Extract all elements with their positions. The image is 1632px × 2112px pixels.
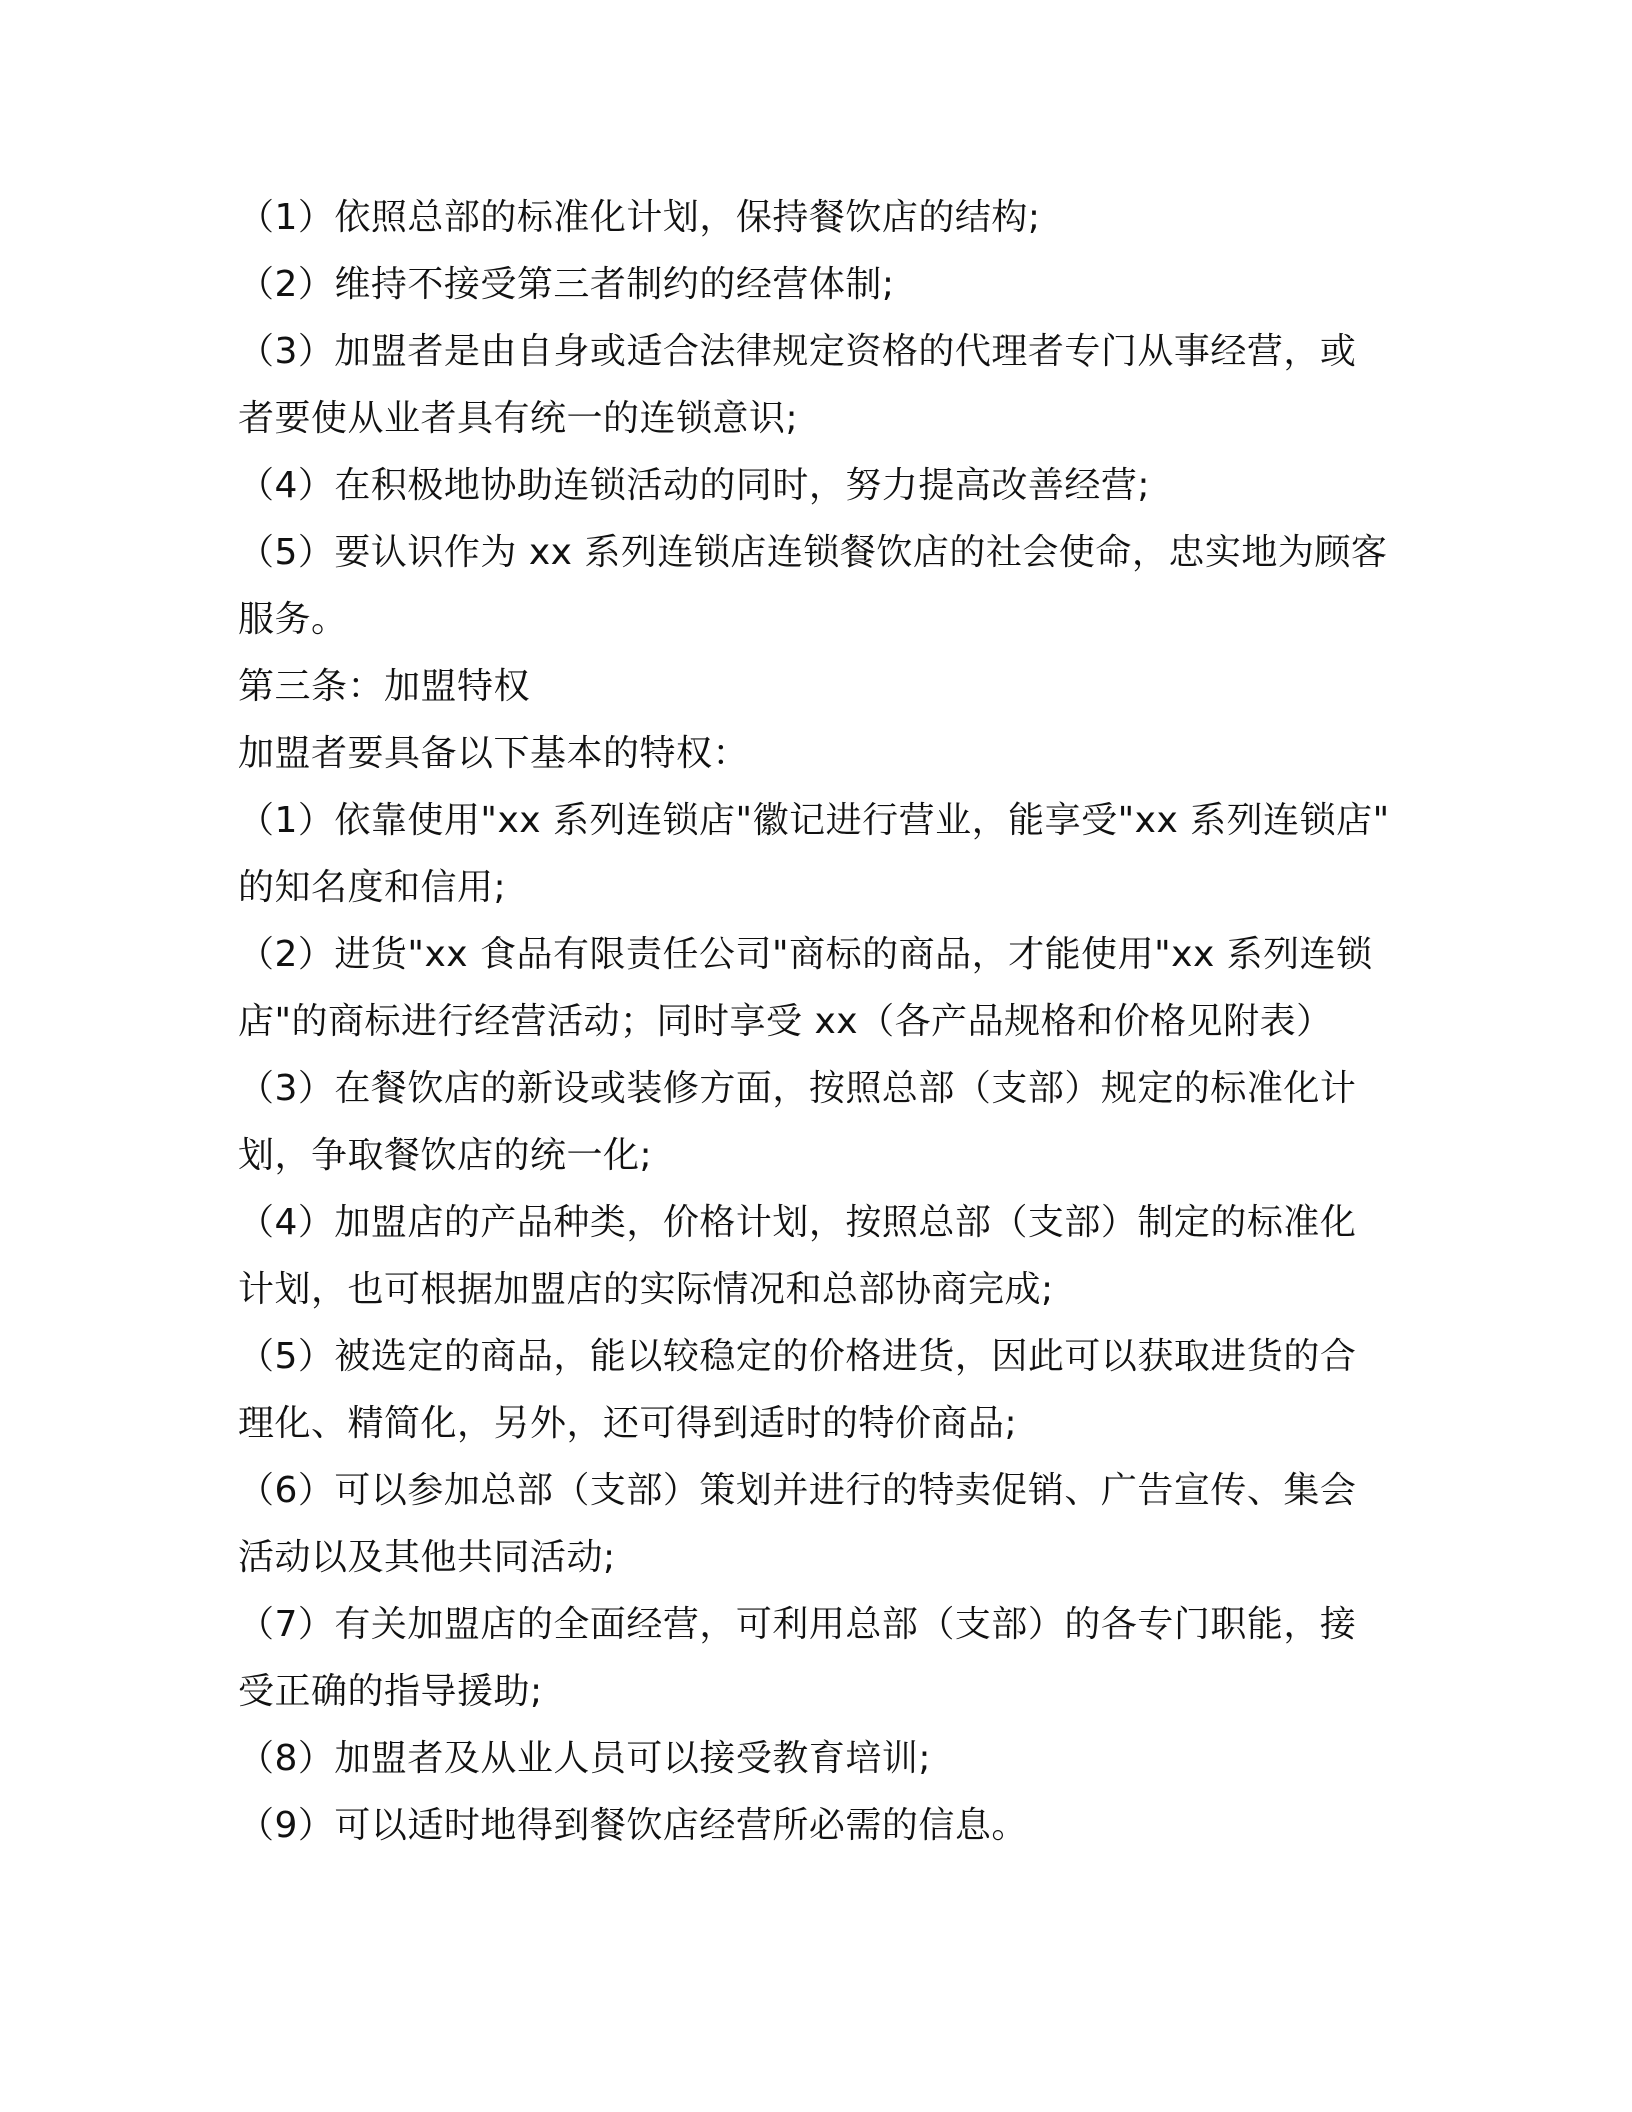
text-line: （4）加盟店的产品种类，价格计划，按照总部（支部）制定的标准化	[238, 1202, 1357, 1243]
text-line: 活动以及其他共同活动;	[238, 1537, 616, 1578]
text-line: 加盟者要具备以下基本的特权：	[238, 733, 750, 774]
text-line: （3）加盟者是由自身或适合法律规定资格的代理者专门从事经营，或	[238, 331, 1357, 372]
text-line: （3）在餐饮店的新设或装修方面，按照总部（支部）规定的标准化计	[238, 1068, 1357, 1109]
text-line: （5）被选定的商品，能以较稳定的价格进货，因此可以获取进货的合	[238, 1336, 1357, 1377]
text-line: 受正确的指导援助;	[238, 1671, 543, 1712]
text-line: 理化、精简化，另外，还可得到适时的特价商品;	[238, 1403, 1018, 1444]
text-line: 的知名度和信用;	[238, 867, 507, 908]
text-line: （5）要认识作为 xx 系列连锁店连锁餐饮店的社会使命，忠实地为顾客	[238, 532, 1388, 573]
text-line: （6）可以参加总部（支部）策划并进行的特卖促销、广告宣传、集会	[238, 1470, 1357, 1511]
text-line: （8）加盟者及从业人员可以接受教育培训;	[238, 1738, 932, 1779]
text-line: 划，争取餐饮店的统一化;	[238, 1135, 653, 1176]
text-line: （2）进货"xx 食品有限责任公司"商标的商品，才能使用"xx 系列连锁	[238, 934, 1373, 975]
text-line: （2）维持不接受第三者制约的经营体制;	[238, 264, 895, 305]
document-body	[238, 184, 1388, 1859]
text-line: （4）在积极地协助连锁活动的同时，努力提高改善经营;	[238, 465, 1151, 506]
text-line: 者要使从业者具有统一的连锁意识;	[238, 398, 799, 439]
text-line: 店"的商标进行经营活动；同时享受 xx（各产品规格和价格见附表）	[238, 1001, 1333, 1042]
section-heading: 第三条：加盟特权	[238, 666, 531, 707]
text-line: 服务。	[238, 599, 348, 640]
text-line: 计划，也可根据加盟店的实际情况和总部协商完成;	[238, 1269, 1054, 1310]
text-line: （1）依靠使用"xx 系列连锁店"徽记进行营业，能享受"xx 系列连锁店"	[238, 800, 1390, 841]
text-line: （7）有关加盟店的全面经营，可利用总部（支部）的各专门职能，接	[238, 1604, 1357, 1645]
text-line: （9）可以适时地得到餐饮店经营所必需的信息。	[238, 1805, 1028, 1846]
text-line: （1）依照总部的标准化计划，保持餐饮店的结构;	[238, 197, 1041, 238]
